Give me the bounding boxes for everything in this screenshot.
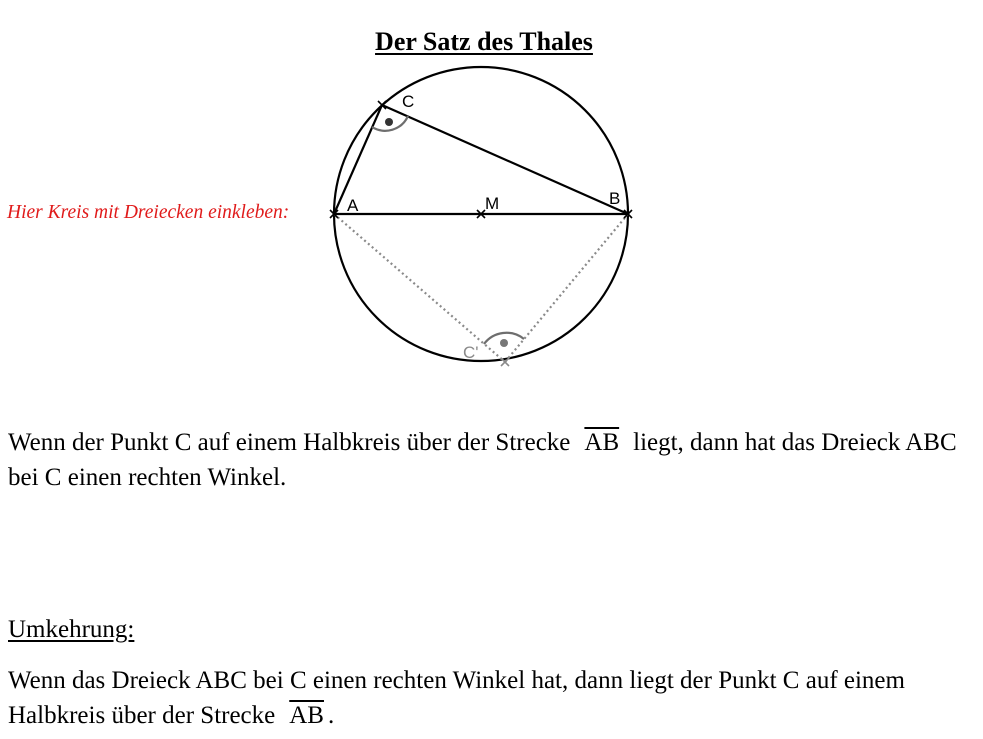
right-angle-dot-c (385, 118, 393, 126)
converse-paragraph (8, 663, 968, 733)
segment-ab-notation-converse: $\overline{AB}$ (289, 702, 324, 729)
converse-heading: Umkehrung: (8, 616, 135, 643)
point-label-a: A (347, 196, 359, 215)
point-marker-c (378, 101, 386, 109)
point-label-m: M (485, 194, 500, 213)
segment-c-b (382, 105, 628, 214)
converse-text-before: Wenn das Dreieck ABC bei C einen rechten Winkel hat, dann liegt der Punkt C auf einem Halbkreis über der Strecke (8, 667, 905, 729)
point-label-c2: C' (463, 343, 479, 362)
figure-instruction-label: Hier Kreis mit Dreiecken einkleben: (7, 202, 290, 223)
point-label-c: C (402, 92, 415, 111)
point-label-b: B (609, 189, 621, 208)
theorem-paragraph (8, 425, 968, 495)
theorem-text-after: liegt, dann hat das Dreieck ABC bei C einen rechten Winkel. (8, 429, 957, 491)
page-title: Der Satz des Thales (375, 27, 593, 56)
segment-a-c2 (334, 214, 505, 362)
right-angle-dot-c2 (500, 339, 508, 347)
segment-ab-notation: $\overline{AB}$ (584, 429, 620, 456)
converse-text-after: . (327, 702, 335, 729)
thales-figure (300, 60, 660, 375)
theorem-text-before: Wenn der Punkt C auf einem Halbkreis über der Strecke (8, 429, 571, 456)
segment-b-c2 (505, 214, 628, 362)
